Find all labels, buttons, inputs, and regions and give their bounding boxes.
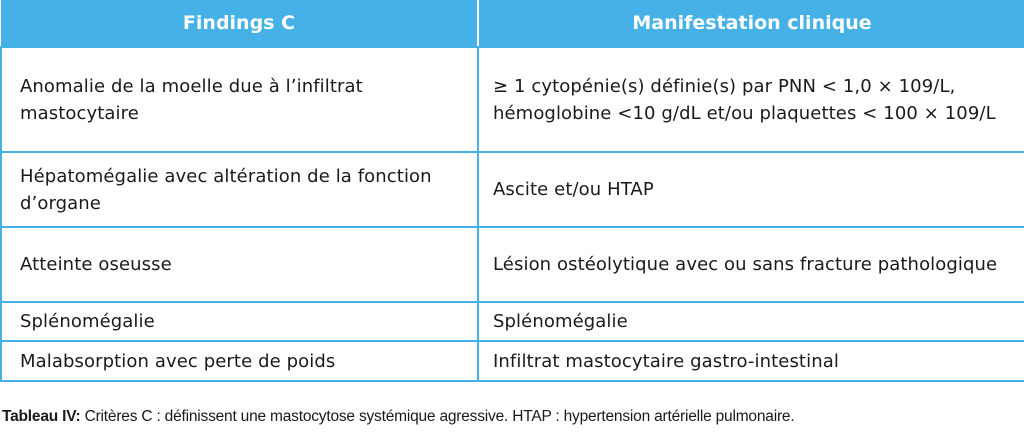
- manifestation-cell: Ascite et/ou HTAP: [478, 152, 1024, 227]
- caption-label: Tableau IV:: [2, 408, 81, 425]
- column-header-findings: Findings C: [1, 0, 478, 47]
- table-caption: [2, 408, 794, 426]
- table-header-row: [1, 0, 1024, 47]
- finding-cell: Atteinte oseusse: [1, 227, 478, 302]
- manifestation-cell: ≥ 1 cytopénie(s) définie(s) par PNN < 1,0 × 109/L, hémoglobine <10 g/dL et/ou plaquettes < 100 × 109/L: [478, 47, 1024, 152]
- table-row: [1, 227, 1024, 302]
- column-header-manifestation: Manifestation clinique: [478, 0, 1024, 47]
- caption-text: Critères C : définissent une mastocytose systémique agressive. HTAP : hypertension artérielle pulmonaire.: [80, 408, 795, 425]
- finding-cell: Anomalie de la moelle due à l’infiltrat mastocytaire: [1, 47, 478, 152]
- table-row: [1, 302, 1024, 341]
- table-row: [1, 152, 1024, 227]
- table-row: [1, 341, 1024, 381]
- finding-cell: Hépatomégalie avec altération de la fonction d’organe: [1, 152, 478, 227]
- finding-cell: Splénomégalie: [1, 302, 478, 341]
- table-row: [1, 47, 1024, 152]
- manifestation-cell: Lésion ostéolytique avec ou sans fracture pathologique: [478, 227, 1024, 302]
- finding-cell: Malabsorption avec perte de poids: [1, 341, 478, 381]
- manifestation-cell: Infiltrat mastocytaire gastro-intestinal: [478, 341, 1024, 381]
- manifestation-cell: Splénomégalie: [478, 302, 1024, 341]
